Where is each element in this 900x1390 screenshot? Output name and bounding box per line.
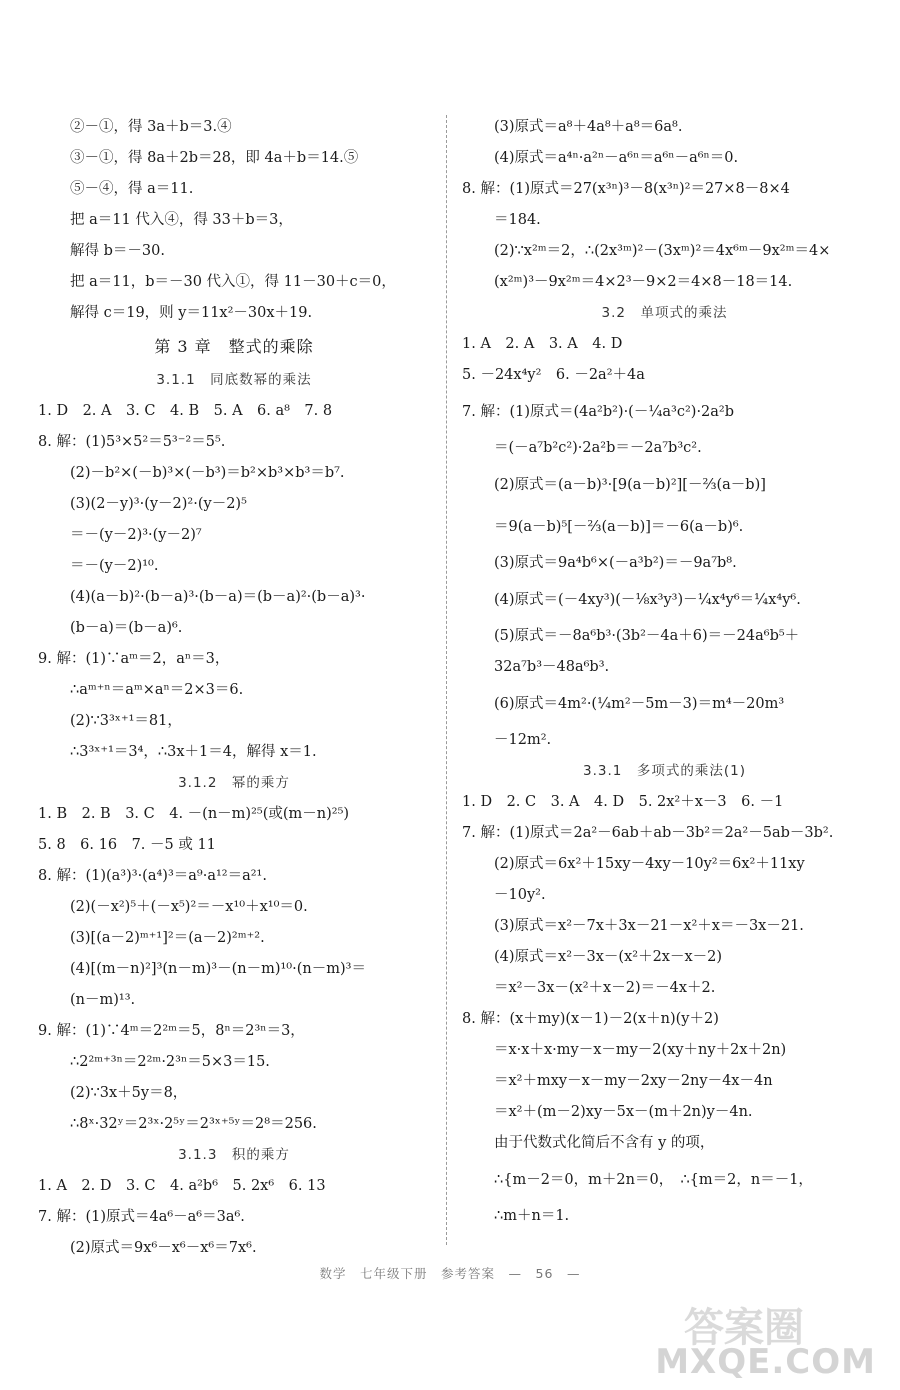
- left-column: [38, 112, 430, 1264]
- answer-line: (4)原式＝x²－3x－(x²＋2x－x－2): [494, 949, 723, 965]
- answer-line: (3)(2－y)³·(y－2)²·(y－2)⁵: [70, 496, 247, 512]
- answer-line: 1. A 2. A 3. A 4. D: [462, 336, 623, 352]
- watermark-top-text: 答案圈: [684, 1305, 804, 1351]
- page-footer: 数学 七年级下册 参考答案 — 56 —: [319, 1266, 581, 1281]
- answer-line: ∴2²ᵐ⁺³ⁿ＝2²ᵐ·2³ⁿ＝5×3＝15.: [70, 1054, 270, 1070]
- answer-line: 32a⁷b³－48a⁶b³.: [494, 659, 610, 675]
- answer-line: (n－m)¹³.: [70, 992, 136, 1008]
- answer-line: (3)[(a－2)ᵐ⁺¹]²＝(a－2)²ᵐ⁺².: [70, 930, 265, 946]
- answer-line: (4)原式＝a⁴ⁿ·a²ⁿ－a⁶ⁿ＝a⁶ⁿ－a⁶ⁿ＝0.: [494, 150, 739, 166]
- answer-line: ＝184.: [494, 212, 541, 228]
- answer-line: (6)原式＝4m²·(¼m²－5m－3)＝m⁴－20m³: [494, 696, 785, 712]
- answer-line: (3)原式＝a⁸＋4a⁸＋a⁸＝6a⁸.: [494, 119, 683, 135]
- answer-line: (3)原式＝x²－7x＋3x－21－x²＋x＝－3x－21.: [494, 918, 804, 934]
- answer-line: 由于代数式化简后不含有 y 的项，: [494, 1135, 715, 1151]
- answer-line: ＝(－a⁷b²c²)·2a²b＝－2a⁷b³c².: [494, 440, 702, 456]
- answer-line: ＝x²－3x－(x²＋x－2)＝－4x＋2.: [494, 980, 716, 996]
- answer-line: 8. 解：(x＋my)(x－1)－2(x＋n)(y＋2): [462, 1011, 719, 1027]
- answer-line: 7. 解：(1)原式＝2a²－6ab＋ab－3b²＝2a²－5ab－3b².: [462, 825, 834, 841]
- answer-line: (5)原式＝－8a⁶b³·(3b²－4a＋6)＝－24a⁶b⁵＋: [494, 628, 800, 644]
- answer-line: 9. 解：(1)∵4ᵐ＝2²ᵐ＝5，8ⁿ＝2³ⁿ＝3，: [38, 1023, 305, 1039]
- answer-line: (4)(a－b)²·(b－a)³·(b－a)＝(b－a)²·(b－a)³·: [70, 589, 366, 605]
- answer-line: (2)原式＝6x²＋15xy－4xy－10y²＝6x²＋11xy: [494, 856, 805, 872]
- column-divider: [446, 115, 447, 1245]
- answer-line: ∴8ˣ·32ʸ＝2³ˣ·2⁵ʸ＝2³ˣ⁺⁵ʸ＝2⁸＝256.: [70, 1116, 317, 1132]
- section-heading: 3.1.3 积的乘方: [178, 1147, 290, 1163]
- answer-line: 8. 解：(1)原式＝27(x³ⁿ)³－8(x³ⁿ)²＝27×8－8×4: [462, 181, 790, 197]
- answer-line: ∴aᵐ⁺ⁿ＝aᵐ×aⁿ＝2×3＝6.: [70, 682, 244, 698]
- answer-line: (2)(－x²)⁵＋(－x⁵)²＝－x¹⁰＋x¹⁰＝0.: [70, 899, 308, 915]
- chapter-title: 第 3 章 整式的乘除: [154, 337, 314, 356]
- answer-line: (x²ᵐ)³－9x²ᵐ＝4×2³－9×2＝4×8－18＝14.: [494, 274, 793, 290]
- answer-line: ＝x²＋mxy－x－my－2xy－2ny－4x－4n: [494, 1073, 773, 1089]
- answer-line: ＝9(a－b)⁵[－⅔(a－b)]＝－6(a－b)⁶.: [494, 519, 744, 535]
- answer-line: 1. A 2. D 3. C 4. a²b⁶ 5. 2x⁶ 6. 13: [38, 1178, 326, 1194]
- answer-line: (2)∵3³ˣ⁺¹＝81，: [70, 713, 182, 729]
- answer-line: (2)－b²×(－b)³×(－b³)＝b²×b³×b³＝b⁷.: [70, 465, 345, 481]
- answer-line: ③－①，得 8a＋2b＝28，即 4a＋b＝14.⑤: [70, 150, 359, 166]
- answer-line: (4)原式＝(－4xy³)(－⅛x³y³)－¼x⁴y⁶＝¼x⁴y⁶.: [494, 592, 801, 608]
- right-column: [462, 112, 867, 1232]
- section-heading: 3.2 单项式的乘法: [601, 305, 728, 321]
- answer-line: ＝－(y－2)¹⁰.: [70, 558, 159, 574]
- answer-line: (2)∵3x＋5y＝8，: [70, 1085, 188, 1101]
- answer-line: 把 a＝11 代入④，得 33＋b＝3，: [70, 212, 293, 228]
- section-heading: 3.1.2 幂的乘方: [178, 775, 290, 791]
- answer-line: 解得 c＝19，则 y＝11x²－30x＋19.: [70, 305, 313, 321]
- answer-line: ⑤－④，得 a＝11.: [70, 181, 194, 197]
- answer-line: 1. D 2. A 3. C 4. B 5. A 6. a⁸ 7. 8: [38, 403, 333, 419]
- answer-line: 5. －24x⁴y² 6. －2a²＋4a: [462, 367, 645, 383]
- answer-line: (2)原式＝9x⁶－x⁶－x⁶＝7x⁶.: [70, 1240, 257, 1256]
- answer-line: ∴{m－2＝0，m＋2n＝0， ∴{m＝2，n＝－1，: [494, 1172, 813, 1188]
- answer-line: ＝x²＋(m－2)xy－5x－(m＋2n)y－4n.: [494, 1104, 753, 1120]
- answer-line: 1. B 2. B 3. C 4. －(n－m)²⁵(或(m－n)²⁵): [38, 806, 350, 822]
- answer-line: ＝x·x＋x·my－x－my－2(xy＋ny＋2x＋2n): [494, 1042, 787, 1058]
- answer-line: (b－a)＝(b－a)⁶.: [70, 620, 183, 636]
- answer-line: ∴3³ˣ⁺¹＝3⁴，∴3x＋1＝4，解得 x＝1.: [70, 744, 317, 760]
- answer-line: 8. 解：(1)5³×5²＝5³⁻²＝5⁵.: [38, 434, 226, 450]
- answer-line: 8. 解：(1)(a³)³·(a⁴)³＝a⁹·a¹²＝a²¹.: [38, 868, 267, 884]
- answer-line: 7. 解：(1)原式＝4a⁶－a⁶＝3a⁶.: [38, 1209, 245, 1225]
- answer-line: (2)原式＝(a－b)³·[9(a－b)²][－⅔(a－b)]: [494, 477, 766, 493]
- answer-line: －10y².: [494, 887, 546, 903]
- answer-line: ∴m＋n＝1.: [494, 1208, 570, 1224]
- answer-line: 5. 8 6. 16 7. －5 或 11: [38, 837, 216, 853]
- answer-line: 7. 解：(1)原式＝(4a²b²)·(－¼a³c²)·2a²b: [462, 404, 735, 420]
- answer-line: (4)[(m－n)²]³(n－m)³－(n－m)¹⁰·(n－m)³＝: [70, 961, 366, 977]
- answer-line: 解得 b＝－30.: [70, 243, 165, 259]
- answer-line: 9. 解：(1)∵aᵐ＝2，aⁿ＝3，: [38, 651, 230, 667]
- answer-line: ＝－(y－2)³·(y－2)⁷: [70, 527, 202, 543]
- answer-line: ②－①，得 3a＋b＝3.④: [70, 119, 232, 135]
- answer-line: (2)∵x²ᵐ＝2，∴(2x³ᵐ)²－(3xᵐ)²＝4x⁶ᵐ－9x²ᵐ＝4×: [494, 243, 831, 259]
- watermark-logo: [655, 1296, 876, 1384]
- section-heading: 3.1.1 同底数幂的乘法: [156, 372, 312, 388]
- answer-line: 1. D 2. C 3. A 4. D 5. 2x²＋x－3 6. －1: [462, 794, 784, 810]
- answer-line: －12m².: [494, 732, 552, 748]
- watermark-bottom-text: MXQE.COM: [655, 1342, 876, 1382]
- answer-line: (3)原式＝9a⁴b⁶×(－a³b²)＝－9a⁷b⁸.: [494, 555, 737, 571]
- answer-line: 把 a＝11，b＝－30 代入①，得 11－30＋c＝0，: [70, 274, 396, 290]
- section-heading: 3.3.1 多项式的乘法(1): [583, 763, 746, 779]
